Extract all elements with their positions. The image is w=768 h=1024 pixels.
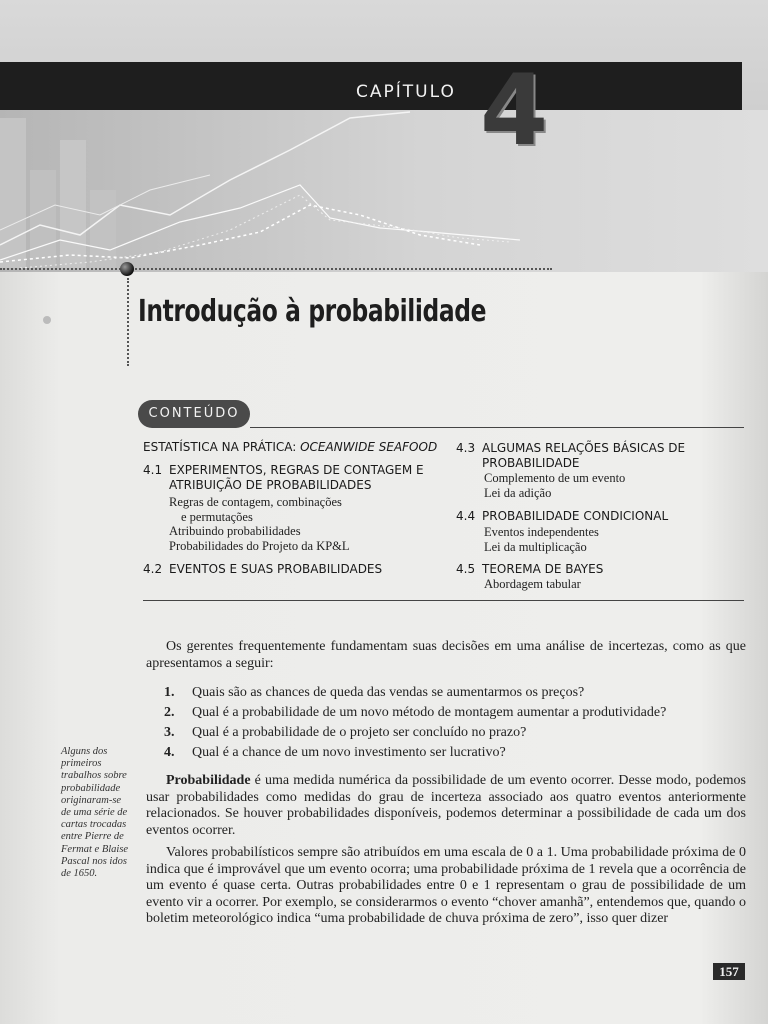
intro-paragraph: Os gerentes frequentemente fundamentam suas decisões em uma análise de incertezas, como as que apresentamos a seguir: xyxy=(146,639,746,671)
toc-item-title: PROBABILIDADE CONDICIONAL xyxy=(482,509,669,523)
toc-item-4-3 xyxy=(456,441,685,471)
decorative-line-graph xyxy=(0,0,768,272)
chapter-label: CAPÍTULO xyxy=(356,82,456,102)
toc-item-title: TEOREMA DE BAYES xyxy=(482,562,604,576)
toc-subitem: Complemento de um evento xyxy=(484,471,626,485)
toc-subitem: Probabilidades do Projeto da KP&L xyxy=(169,538,350,553)
toc-subitems-4-1 xyxy=(169,495,350,553)
question-item xyxy=(164,725,526,741)
toc-number: 4.4 xyxy=(456,509,476,523)
toc-item-title: EXPERIMENTOS, REGRAS DE CONTAGEM E xyxy=(169,463,424,477)
question-number: 4. xyxy=(164,745,175,760)
toc-subitem: Atribuindo probabilidades xyxy=(169,524,301,538)
toc-item-title: EVENTOS E SUAS PROBABILIDADES xyxy=(169,562,383,576)
question-text: Qual é a probabilidade de o projeto ser concluído no prazo? xyxy=(192,725,527,740)
toc-item-title: ATRIBUIÇÃO DE PROBABILIDADES xyxy=(169,478,372,492)
chapter-number: 4 xyxy=(480,54,549,168)
toc-subitem: Lei da adição xyxy=(484,485,552,500)
toc-item-title-italic: OCEANWIDE SEAFOOD xyxy=(300,440,438,454)
paragraph-text: é uma medida numérica da possibilidade de um evento ocorrer. Desse modo, podemos usar probabilidades como medidas do grau de incerteza associado aos quatro eventos anteriormente relacionados. Se houver probabilidades disponíveis, podemos determinar a possibilidade de cada um dos eventos ocorrer. xyxy=(146,773,746,838)
chapter-title: Introdução à probabilidade xyxy=(138,294,487,329)
question-text: Qual é a chance de um novo investimento ser lucrativo? xyxy=(192,745,506,760)
question-number: 2. xyxy=(164,705,175,720)
toc-subitem: Abordagem tabular xyxy=(484,577,581,591)
chapter-header-art xyxy=(0,0,768,272)
toc-subitem: e permutações xyxy=(181,509,253,524)
margin-note: Alguns dos primeiros trabalhos sobre probabilidade originaram-se de uma série de cartas trocadas entre Pierre de Fermat e Blaise Pascal nos idos de 1650. xyxy=(61,746,129,880)
toc-number: 4.5 xyxy=(456,562,476,576)
toc-subitem: Regras de contagem, combinações xyxy=(169,495,342,509)
contents-heading: CONTEÚDO xyxy=(138,400,250,428)
page-number: 157 xyxy=(713,963,745,980)
toc-item-4-2 xyxy=(143,562,382,577)
contents-top-rule xyxy=(250,427,744,428)
toc-subitem: Eventos independentes xyxy=(484,525,599,539)
toc-subitems-4-4 xyxy=(484,525,599,554)
toc-item-title: ESTATÍSTICA NA PRÁTICA: xyxy=(143,440,301,454)
question-item xyxy=(164,685,584,701)
question-number: 1. xyxy=(164,685,175,700)
question-text: Qual é a probabilidade de um novo método de montagem aumentar a produtividade? xyxy=(192,705,667,720)
toc-number: 4.2 xyxy=(143,562,163,576)
probability-definition-paragraph xyxy=(146,773,746,839)
margin-dot-icon xyxy=(43,316,51,324)
dotted-divider xyxy=(0,268,552,270)
dotted-vertical-divider xyxy=(127,278,129,366)
toc-subitem: Lei da multiplicação xyxy=(484,539,587,554)
question-item xyxy=(164,705,666,721)
toc-item-4-5 xyxy=(456,562,603,577)
question-item xyxy=(164,745,506,761)
bullet-ball-icon xyxy=(120,262,134,276)
toc-number: 4.3 xyxy=(456,441,476,455)
toc-item-title: ALGUMAS RELAÇÕES BÁSICAS DE xyxy=(482,441,686,455)
contents-bottom-rule xyxy=(143,600,744,601)
toc-subitems-4-5 xyxy=(484,577,581,592)
probability-scale-paragraph: Valores probabilísticos sempre são atribuídos em uma escala de 0 a 1. Uma probabilidade próxima de 0 indica que é improvável que um evento ocorra; uma probabilidade próxima de 1 revela que a ocorrência de um evento é quase certa. Outras probabilidades entre 0 e 1 representam o grau de possibilidade de um evento vir a ocorrer. Por exemplo, se considerarmos o evento “chover amanhã”, entendemos que, quando o boletim meteorológico indica “uma probabilidade de chuva próxima de zero”, isso quer dizer xyxy=(146,845,746,926)
toc-item-4-4 xyxy=(456,509,668,524)
toc-number: 4.1 xyxy=(143,463,163,477)
toc-subitems-4-3 xyxy=(484,471,625,500)
question-text: Quais são as chances de queda das vendas se aumentarmos os preços? xyxy=(192,685,585,700)
term-probabilidade: Probabilidade xyxy=(166,773,251,788)
toc-item-estatistica xyxy=(143,440,437,455)
toc-item-4-1 xyxy=(143,463,424,493)
question-number: 3. xyxy=(164,725,175,740)
toc-item-title: PROBABILIDADE xyxy=(482,456,580,470)
